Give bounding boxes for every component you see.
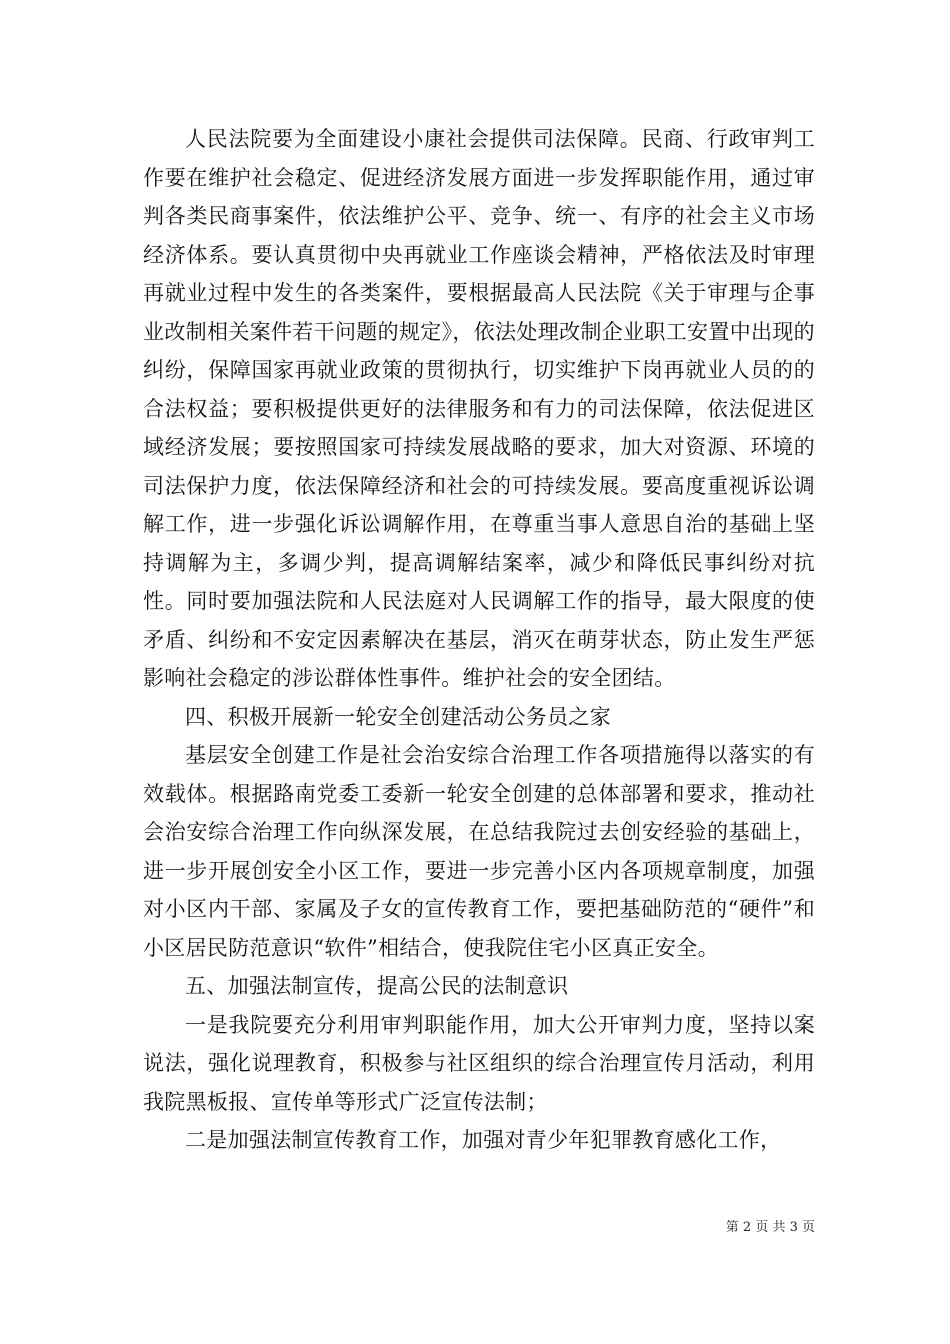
- heading-section-five: 五、加强法制宣传，提高公民的法制意识: [185, 974, 569, 998]
- paragraph-safety-creation: 基层安全创建工作是社会治安综合治理工作各项措施得以落实的有效载体。根据路南党委工委新一轮安全创建的总体部署和要求，推动社会治安综合治理工作向纵深发展，在总结我院过去创安经验的基础上，进一步开展创安全小区工作，要进一步完善小区内各项规章制度，加强对小区内干部、家属及子女的宣传教育工作，要把基础防范的“硬件”和小区居民防范意识“软件”相结合，使我院住宅小区真正安全。: [143, 743, 815, 960]
- paragraph-first-measure: 一是我院要充分利用审判职能作用，加大公开审判力度，坚持以案说法，强化说理教育，积极参与社区组织的综合治理宣传月活动，利用我院黑板报、宣传单等形式广泛宣传法制；: [143, 1012, 815, 1114]
- page-number-footer: 第 2 页 共 3 页: [725, 1220, 815, 1235]
- document-body: [143, 120, 815, 1160]
- paragraph-judicial-guarantee: 人民法院要为全面建设小康社会提供司法保障。民商、行政审判工作要在维护社会稳定、促进经济发展方面进一步发挥职能作用，通过审判各类民商事案件，依法维护公平、竞争、统一、有序的社会主义市场经济体系。要认真贯彻中央再就业工作座谈会精神，严格依法及时审理再就业过程中发生的各类案件，要根据最高人民法院《关于审理与企事业改制相关案件若干问题的规定》，依法处理改制企业职工安置中出现的纠纷，保障国家再就业政策的贯彻执行，切实维护下岗再就业人员的的合法权益；要积极提供更好的法律服务和有力的司法保障，依法促进区域经济发展；要按照国家可持续发展战略的要求，加大对资源、环境的司法保护力度，依法保障经济和社会的可持续发展。要高度重视诉讼调解工作，进一步强化诉讼调解作用，在尊重当事人意思自治的基础上坚持调解为主，多调少判，提高调解结案率，减少和降低民事纠纷对抗性。同时要加强法院和人民法庭对人民调解工作的指导，最大限度的使矛盾、纠纷和不安定因素解决在基层，消灭在萌芽状态，防止发生严惩影响社会稳定的涉讼群体性事件。维护社会的安全团结。: [143, 127, 815, 690]
- paragraph-second-measure: 二是加强法制宣传教育工作，加强对青少年犯罪教育感化工作，: [185, 1128, 782, 1152]
- heading-section-four: 四、积极开展新一轮安全创建活动公务员之家: [185, 704, 611, 729]
